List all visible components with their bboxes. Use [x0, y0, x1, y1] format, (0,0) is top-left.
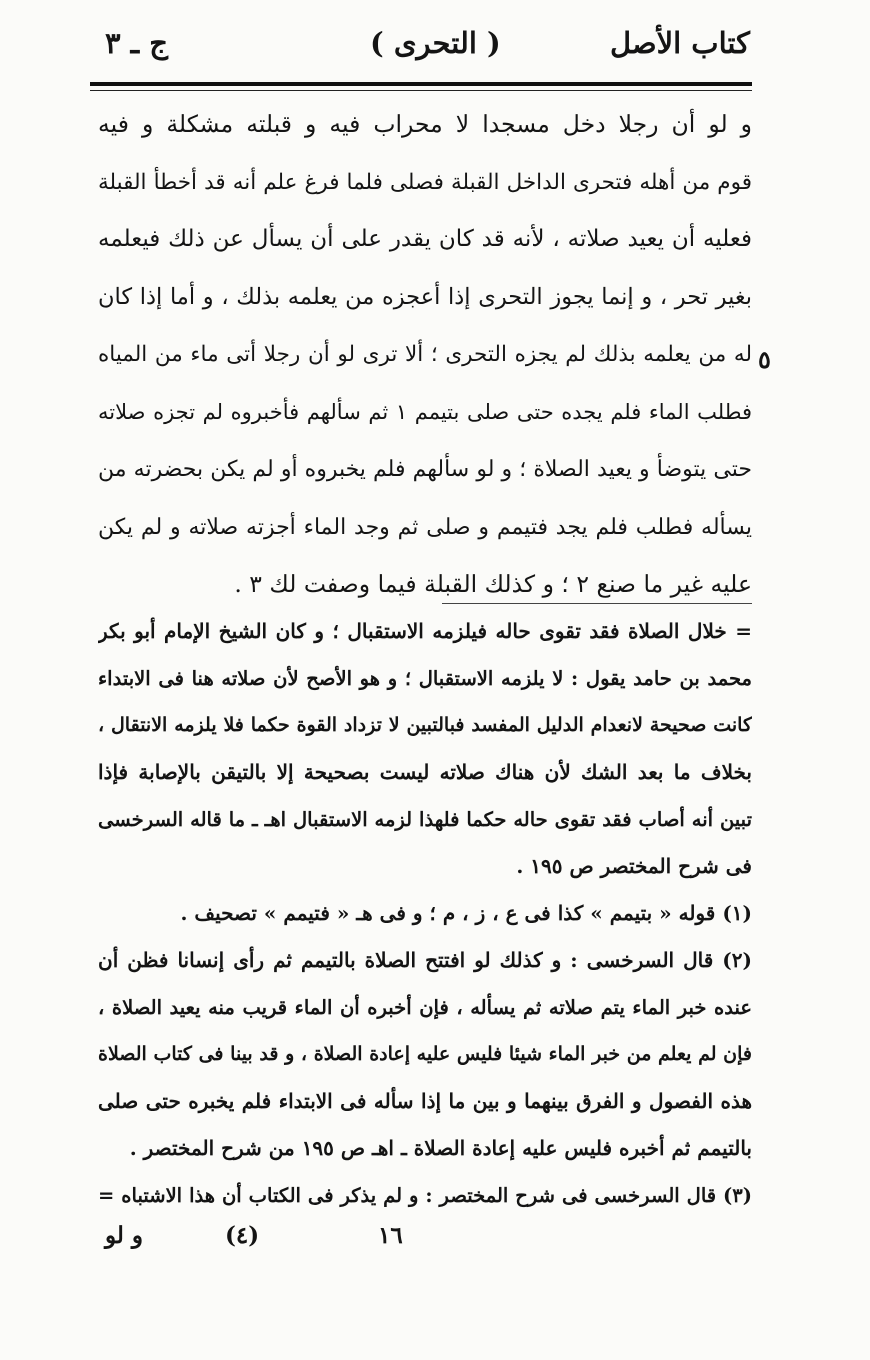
footnote-1: (١) قوله « بتيمم » كذا فى ع ، ز ، م ؛ و فى هـ « فتيمم » تصحيف . [180, 901, 752, 925]
footnote-separator [442, 603, 752, 604]
signature-mark: (٤) [225, 1222, 260, 1249]
footnote-line: هذه الفصول و الفرق بينهما و بين ما إذا سأله فى الابتداء فلم يخبره حتى صلى [98, 1089, 752, 1113]
footnote-3: (٣) قال السرخسى فى شرح المختصر : و لم يذكر فى الكتاب أن هذا الاشتباه = [98, 1184, 752, 1207]
text-line: فعليه أن يعيد صلاته ، لأنه قد كان يقدر على أن يسأل عن ذلك فيعلمه [98, 226, 752, 252]
catchword: و لو [105, 1222, 144, 1249]
text-line: بغير تحر ، و إنما يجوز التحرى إذا أعجزه من يعلمه بذلك ، و أما إذا كان [98, 283, 752, 310]
text-line: عليه غير ما صنع ٢ ؛ و كذلك القبلة فيما وصفت لك ٣ . [234, 570, 752, 598]
footnote-line: كانت صحيحة لانعدام الدليل المفسد فبالتبين لا تزداد القوة حكما فلا يلزمه الانتقال ، [98, 714, 752, 736]
page-number: ١٦ [378, 1222, 403, 1249]
footnote-line: = خلال الصلاة فقد تقوى حاله فيلزمه الاستقبال ؛ و كان الشيخ الإمام أبو بكر [98, 619, 752, 643]
footnote-line: عنده خبر الماء يتم صلاته ثم يسأله ، فإن أخبره أن الماء قريب منه يعيد الصلاة ، [98, 996, 752, 1019]
text-line: له من يعلمه بذلك لم يجزه التحرى ؛ ألا ترى لو أن رجلا أتى ماء من المياه [98, 342, 752, 367]
text-line: و لو أن رجلا دخل مسجدا لا محراب فيه و قبلته مشكلة و فيه [98, 110, 752, 138]
footnote-line: فى شرح المختصر ص ١٩٥ . [516, 854, 752, 878]
footnote-line: فإن لم يعلم من خبر الماء شيئا فليس عليه إعادة الصلاة ، و قد بينا فى كتاب الصلاة [98, 1043, 752, 1065]
footnote-line: بخلاف ما بعد الشك لأن هناك صلاته ليست بصحيحة إلا بالتيقن بالإصابة فإذا [98, 760, 752, 784]
line-number-marker: ٥ [758, 345, 771, 374]
volume-label: ج ـ ٣ [105, 26, 168, 60]
header-rule-thick [90, 82, 752, 86]
footnote-2: (٢) قال السرخسى : و كذلك لو افتتح الصلاة بالتيمم ثم رأى إنسانا فظن أن [98, 948, 752, 972]
footnote-line: بالتيمم ثم أخبره فليس عليه إعادة الصلاة ـ اهـ ص ١٩٥ من شرح المختصر . [129, 1136, 752, 1160]
text-line: قوم من أهله فتحرى الداخل القبلة فصلى فلما فرغ علم أنه قد أخطأ القبلة [98, 169, 752, 195]
footnotes [98, 608, 752, 1219]
text-line: يسأله فطلب فلم يجد فتيمم و صلى ثم وجد الماء أجزته صلاته و لم يكن [98, 514, 752, 540]
text-line: حتى يتوضأ و يعيد الصلاة ؛ و لو سألهم فلم يخبروه أو لم يكن بحضرته من [98, 457, 752, 482]
header-rule-thin [90, 90, 752, 91]
main-text [98, 96, 752, 614]
text-line: فطلب الماء فلم يجده حتى صلى بتيمم ١ ثم سألهم فأخبروه لم تجزه صلاته [98, 399, 752, 424]
book-title: كتاب الأصل [610, 26, 750, 60]
chapter-title: ( التحرى ) [370, 26, 501, 60]
footnote-line: محمد بن حامد يقول : لا يلزمه الاستقبال ؛ و هو الأصح لأن صلاته هنا فى الابتداء [98, 667, 752, 690]
footnote-line: تبين أنه أصاب فقد تقوى حاله حكما فلهذا لزمه الاستقبال اهـ ـ ما قاله السرخسى [98, 808, 752, 831]
